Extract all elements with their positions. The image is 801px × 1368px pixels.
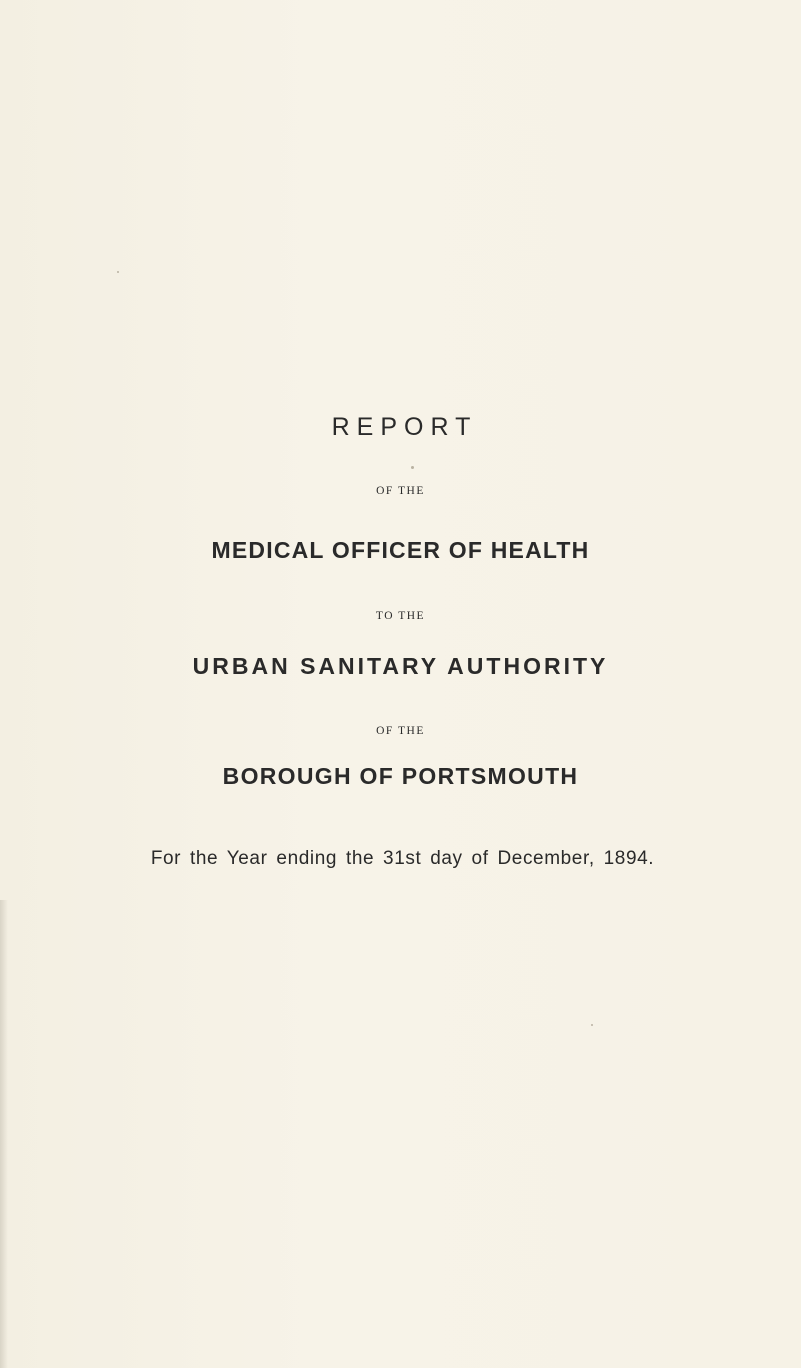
report-period: For the Year ending the 31st day of December, 1894.: [150, 848, 655, 869]
connector-of-the: OF THE: [376, 485, 425, 497]
connector-to-the: TO THE: [375, 610, 426, 622]
paper-speck: [591, 1024, 593, 1026]
report-heading: REPORT: [331, 413, 478, 441]
authority-title: URBAN SANITARY AUTHORITY: [192, 653, 609, 679]
borough-title: BOROUGH OF PORTSMOUTH: [222, 763, 579, 789]
paper-speck: [411, 466, 414, 469]
connector-of-the-2: OF THE: [376, 725, 425, 737]
paper-speck: [117, 271, 119, 273]
page-binding-shadow: [0, 900, 8, 1368]
officer-title: MEDICAL OFFICER OF HEALTH: [211, 537, 590, 563]
